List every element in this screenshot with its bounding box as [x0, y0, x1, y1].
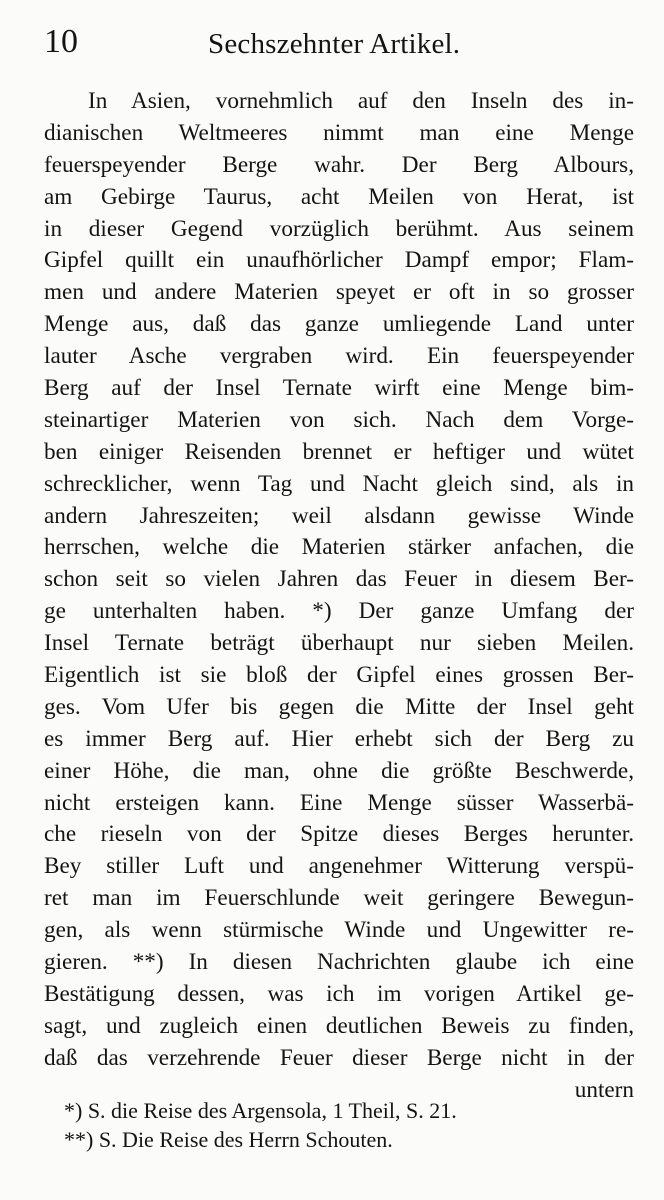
- text-line: Gipfel quillt ein unaufhörlicher Dampf empor; Flam-: [44, 247, 634, 274]
- text-line: nicht ersteigen kann. Eine Menge süsser Wasserbä-: [44, 789, 634, 816]
- text-line: men und andere Materien speyet er oft in so grosser: [44, 279, 634, 306]
- main-text: [44, 86, 634, 1107]
- text-line: ge unterhalten haben. *) Der ganze Umfang der: [44, 598, 634, 625]
- footnotes: [64, 1096, 624, 1154]
- text-line: ret man im Feuerschlunde weit geringere Bewegun-: [44, 885, 634, 912]
- text-line: ges. Vom Ufer bis gegen die Mitte der Insel geht: [44, 693, 634, 720]
- text-line: steinartiger Materien von sich. Nach dem Vorge-: [44, 406, 634, 433]
- text-line: feuerspeyender Berge wahr. Der Berg Albours,: [44, 151, 634, 178]
- footnote: **) S. Die Reise des Herrn Schouten.: [64, 1127, 393, 1152]
- text-line: Insel Ternate beträgt überhaupt nur sieben Meilen.: [44, 630, 634, 657]
- text-line: lauter Asche vergraben wird. Ein feuerspeyender: [44, 343, 634, 370]
- page-header: [44, 22, 634, 66]
- text-line: che rieseln von der Spitze dieses Berges herunter.: [44, 821, 634, 848]
- text-line: gieren. **) In diesen Nachrichten glaube ich eine: [44, 949, 634, 976]
- catchword: untern: [574, 1076, 634, 1103]
- text-line: gen, als wenn stürmische Winde und Ungewitter re-: [44, 917, 634, 944]
- text-line: andern Jahreszeiten; weil alsdann gewisse Winde: [44, 502, 634, 529]
- text-line: es immer Berg auf. Hier erhebt sich der Berg zu: [44, 725, 634, 752]
- text-line: daß das verzehrende Feuer dieser Berge nicht in der: [44, 1044, 634, 1071]
- text-line: herrschen, welche die Materien stärker anfachen, die: [44, 534, 634, 561]
- running-head: Sechszehnter Artikel.: [208, 28, 461, 60]
- text-line: sagt, und zugleich einen deutlichen Beweis zu finden,: [44, 1012, 634, 1039]
- text-line: Menge aus, daß das ganze umliegende Land unter: [44, 311, 634, 338]
- text-line: einer Höhe, die man, ohne die größte Beschwerde,: [44, 757, 634, 784]
- text-line: ben einiger Reisenden brennet er heftiger und wütet: [44, 438, 634, 465]
- text-line: in dieser Gegend vorzüglich berühmt. Aus seinem: [44, 215, 634, 242]
- text-line: schrecklicher, wenn Tag und Nacht gleich sind, als in: [44, 470, 634, 497]
- text-line: dianischen Weltmeeres nimmt man eine Menge: [44, 119, 634, 146]
- text-line: Eigentlich ist sie bloß der Gipfel eines grossen Ber-: [44, 662, 634, 689]
- text-line: am Gebirge Taurus, acht Meilen von Herat, ist: [44, 183, 634, 210]
- text-line: schon seit so vielen Jahren das Feuer in diesem Ber-: [44, 566, 634, 593]
- text-line: Berg auf der Insel Ternate wirft eine Menge bim-: [44, 375, 634, 402]
- page-number: 10: [44, 23, 78, 60]
- text-line: Bey stiller Luft und angenehmer Witterung verspü-: [44, 853, 634, 880]
- text-line: Bestätigung dessen, was ich im vorigen Artikel ge-: [44, 980, 634, 1007]
- text-line: In Asien, vornehmlich auf den Inseln des in-: [88, 88, 634, 114]
- footnote: *) S. die Reise des Argensola, 1 Theil, S. 21.: [64, 1098, 457, 1123]
